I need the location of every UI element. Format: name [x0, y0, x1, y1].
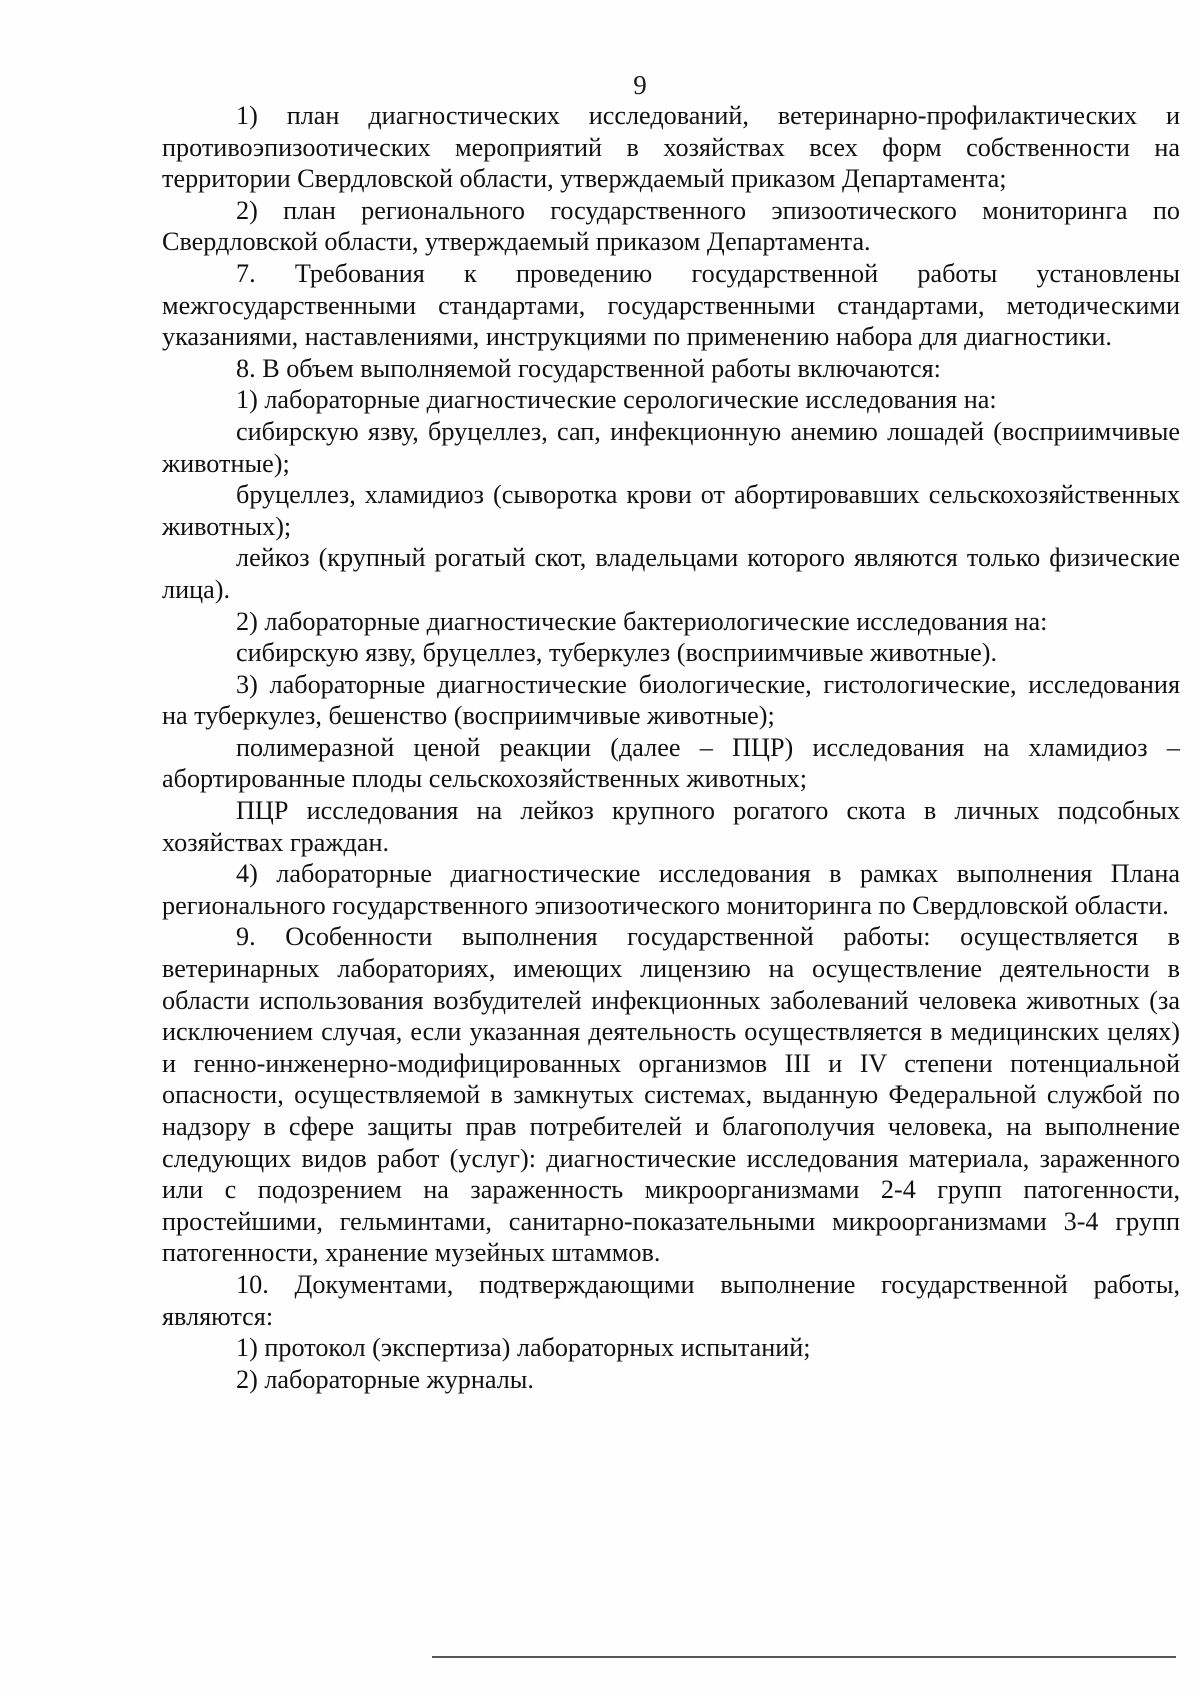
paragraph-serological: 1) лабораторные диагностические серологические исследования на:	[236, 385, 997, 415]
paragraph-bacteriological-list: сибирскую язву, бруцеллез, туберкулез (восприимчивые животные).	[236, 638, 998, 668]
paragraph-protocol: 1) протокол (экспертиза) лабораторных испытаний;	[236, 1333, 811, 1363]
paragraph-biological: 3) лабораторные диагностические биологические, гистологические, исследования на туберкулез, бешенство (восприимчивые животные);	[162, 669, 1180, 731]
paragraph-journals: 2) лабораторные журналы.	[236, 1364, 534, 1394]
page-number: 9	[633, 70, 647, 100]
paragraph-section-7: 7. Требования к проведению государственной работы установлены межгосударственными стандартами, государственными стандартами, методическими указаниями, наставлениями, инструкциями по применению набора для диагностики.	[162, 258, 1180, 352]
paragraph-bacteriological: 2) лабораторные диагностические бактериологические исследования на:	[236, 606, 1048, 636]
paragraph-section-8: 8. В объем выполняемой государственной работы включаются:	[236, 353, 941, 383]
document-body	[162, 100, 1180, 1395]
paragraph-pcr-leukosis: ПЦР исследования на лейкоз крупного рогатого скота в личных подсобных хозяйствах граждан.	[162, 796, 1180, 857]
paragraph-monitoring-plan: 4) лабораторные диагностические исследования в рамках выполнения Плана регионального государственного эпизоотического мониторинга по Свердловской области.	[162, 859, 1180, 920]
footer-rule	[432, 1656, 1176, 1658]
paragraph-serological-leukosis: лейкоз (крупный рогатый скот, владельцами которого являются только физические лица).	[162, 543, 1180, 604]
paragraph-pcr-chlamydia: полимеразной ценой реакции (далее – ПЦР) исследования на хламидиоз – абортированные плоды сельскохозяйственных животных;	[162, 732, 1180, 794]
paragraph-section-9: 9. Особенности выполнения государственной работы: осуществляется в ветеринарных лабораториях, имеющих лицензию на осуществление деятельности в области использования возбудителей инфекционных заболеваний человека животных (за исключением случая, если указанная деятельность осуществляется в медицинских целях) и генно-инженерно-модифицированных организмов III и IV степени потенциальной опасности, осуществляемой в замкнутых системах, выданную Федеральной службой по надзору в сфере защиты прав потребителей и благополучия человека, на выполнение следующих видов работ (услуг): диагностические исследования материала, зараженного или с подозрением на зараженность микроорганизмами 2-4 групп патогенности, простейшими, гельминтами, санитарно-показательными микроорганизмами 3-4 групп патогенности, хранение музейных штаммов.	[162, 922, 1180, 1268]
paragraph-section-10: 10. Документами, подтверждающими выполнение государственной работы, являются:	[162, 1269, 1180, 1331]
paragraph-serological-brucellosis: бруцеллез, хламидиоз (сыворотка крови от абортировавших сельскохозяйственных животных);	[162, 480, 1180, 541]
paragraph-plan-diagnostic: 1) план диагностических исследований, ветеринарно-профилактических и противоэпизоотических мероприятий в хозяйствах всех форм собственности на территории Свердловской области, утверждаемый приказом Департамента;	[162, 101, 1180, 194]
paragraph-serological-anthrax: сибирскую язву, бруцеллез, сап, инфекционную анемию лошадей (восприимчивые животные);	[162, 416, 1180, 478]
paragraph-plan-monitoring: 2) план регионального государственного эпизоотического мониторинга по Свердловской области, утверждаемый приказом Департамента.	[162, 195, 1180, 257]
